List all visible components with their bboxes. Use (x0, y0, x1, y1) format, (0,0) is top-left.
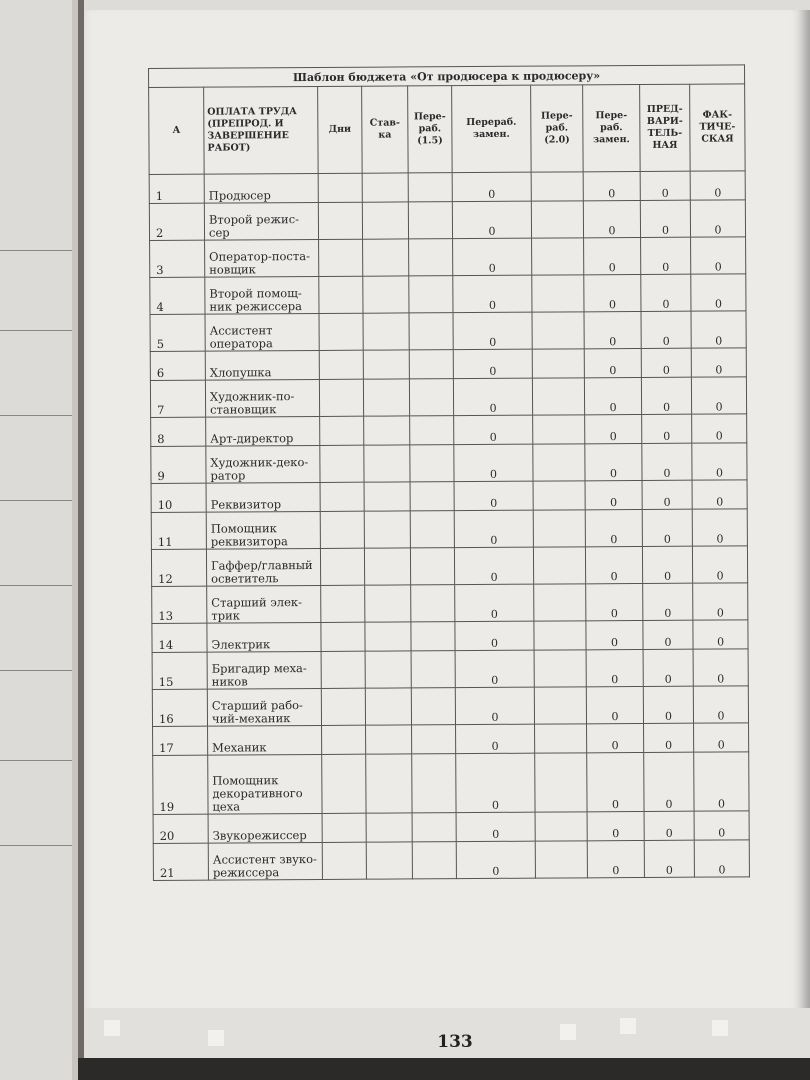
overtime-2-replacement-value: 0 (587, 840, 644, 877)
preliminary-value: 0 (644, 840, 694, 877)
overtime-replacement-value: 0 (453, 378, 532, 415)
days-cell (319, 276, 363, 313)
column-header: Пере-раб. замен. (583, 84, 641, 171)
decorative-square (104, 1020, 120, 1036)
actual-value: 0 (692, 414, 747, 443)
row-label: Реквизитор (206, 482, 320, 512)
days-cell (319, 239, 363, 276)
actual-value: 0 (693, 686, 748, 723)
row-label: Механик (208, 725, 322, 755)
row-number: 20 (153, 814, 208, 843)
rate-cell (363, 276, 409, 313)
actual-value: 0 (691, 348, 746, 377)
page-header-strip (84, 0, 810, 10)
overtime-2-replacement-value: 0 (584, 237, 641, 274)
overtime-1-5-cell (409, 239, 453, 276)
row-number: 16 (152, 689, 207, 726)
table-row (152, 583, 748, 624)
row-label: Ассистент оператора (205, 313, 319, 351)
overtime-replacement-value: 0 (454, 547, 533, 584)
actual-value: 0 (692, 546, 747, 583)
overtime-1-5-cell (412, 754, 456, 813)
overtime-1-5-cell (410, 445, 454, 482)
actual-value: 0 (693, 620, 748, 649)
overtime-1-5-cell (411, 585, 455, 622)
preliminary-value: 0 (643, 649, 693, 686)
overtime-replacement-value: 0 (453, 312, 532, 349)
preliminary-value: 0 (642, 509, 692, 546)
overtime-1-5-cell (409, 350, 453, 379)
row-number: 3 (150, 240, 205, 277)
overtime-1-5-cell (408, 202, 452, 239)
overtime-2-0-cell (533, 510, 585, 547)
overtime-replacement-value: 0 (454, 444, 533, 481)
actual-value: 0 (693, 649, 748, 686)
days-cell (319, 350, 363, 379)
row-number: 2 (149, 203, 204, 240)
facing-page (0, 0, 78, 1080)
preliminary-value: 0 (644, 752, 694, 811)
overtime-replacement-value: 0 (455, 687, 534, 724)
row-number: 15 (152, 652, 207, 689)
actual-value: 0 (694, 811, 749, 840)
row-label: Художник-по-становщик (205, 379, 319, 417)
overtime-2-0-cell (534, 584, 586, 621)
column-header: Перераб. замен. (452, 85, 532, 172)
row-label: Продюсер (204, 173, 318, 203)
row-number: 13 (152, 586, 207, 623)
rate-cell (365, 688, 411, 725)
budget-table (148, 64, 750, 881)
table-row (151, 546, 747, 587)
rate-cell (364, 548, 410, 585)
overtime-2-replacement-value: 0 (586, 649, 643, 686)
rate-cell (364, 482, 410, 511)
days-cell (320, 511, 364, 548)
overtime-2-replacement-value: 0 (585, 546, 642, 583)
overtime-2-0-cell (534, 650, 586, 687)
preliminary-value: 0 (642, 546, 692, 583)
days-cell (322, 842, 366, 879)
rate-cell (366, 813, 412, 842)
days-cell (321, 585, 365, 622)
preliminary-value: 0 (641, 348, 691, 377)
row-number: 12 (151, 549, 206, 586)
row-number: 10 (151, 483, 206, 512)
rate-cell (364, 445, 410, 482)
row-number: 6 (150, 351, 205, 380)
row-label: Арт-директор (206, 416, 320, 446)
row-label: Помощник реквизитора (206, 511, 320, 549)
overtime-2-replacement-value: 0 (587, 752, 644, 811)
column-header: A (149, 87, 205, 174)
overtime-1-5-cell (411, 622, 455, 651)
table-row (149, 200, 745, 241)
rate-cell (365, 622, 411, 651)
rate-cell (366, 842, 412, 879)
overtime-2-0-cell (532, 349, 584, 378)
table-row (152, 620, 748, 653)
days-cell (319, 313, 363, 350)
table-row (150, 274, 746, 315)
overtime-replacement-value: 0 (454, 510, 533, 547)
overtime-2-replacement-value: 0 (587, 723, 644, 752)
preliminary-value: 0 (640, 200, 690, 237)
table-row (153, 723, 749, 756)
overtime-2-0-cell (533, 547, 585, 584)
column-header: Пере-раб. (2.0) (531, 85, 584, 172)
preliminary-value: 0 (643, 620, 693, 649)
row-label: Ассистент звуко-режиссера (208, 842, 322, 880)
column-header: Став-ка (362, 86, 409, 173)
overtime-2-0-cell (535, 753, 587, 812)
table-row (149, 171, 745, 204)
overtime-replacement-value: 0 (453, 275, 532, 312)
days-cell (318, 202, 362, 239)
row-label: Помощник декоративного цеха (208, 754, 322, 814)
column-header: Пере-раб. (1.5) (408, 86, 453, 173)
overtime-2-0-cell (531, 201, 583, 238)
overtime-1-5-cell (410, 416, 454, 445)
overtime-2-replacement-value: 0 (583, 200, 640, 237)
actual-value: 0 (694, 752, 749, 811)
table-row (150, 237, 746, 278)
preliminary-value: 0 (643, 686, 693, 723)
preliminary-value: 0 (641, 274, 691, 311)
overtime-2-0-cell (532, 378, 584, 415)
overtime-replacement-value: 0 (452, 172, 531, 201)
overtime-2-0-cell (534, 687, 586, 724)
preliminary-value: 0 (642, 480, 692, 509)
overtime-2-0-cell (533, 444, 585, 481)
overtime-replacement-value: 0 (456, 724, 535, 753)
overtime-2-replacement-value: 0 (587, 811, 644, 840)
days-cell (320, 548, 364, 585)
row-label: Гаффер/главный осветитель (206, 548, 320, 586)
overtime-1-5-cell (410, 548, 454, 585)
page-shadow (78, 1058, 810, 1080)
row-number: 14 (152, 623, 207, 652)
actual-value: 0 (691, 377, 746, 414)
days-cell (321, 651, 365, 688)
preliminary-value: 0 (641, 311, 691, 348)
overtime-2-replacement-value: 0 (586, 686, 643, 723)
table-title: Шаблон бюджета «От продюсера к продюсеру» (149, 65, 745, 88)
overtime-replacement-value: 0 (456, 812, 535, 841)
actual-value: 0 (691, 237, 746, 274)
row-number: 1 (149, 174, 204, 203)
table-row (152, 686, 748, 727)
row-number: 19 (153, 755, 208, 814)
table-row (150, 377, 746, 418)
row-number: 8 (151, 417, 206, 446)
preliminary-value: 0 (642, 443, 692, 480)
overtime-2-0-cell (534, 621, 586, 650)
overtime-2-replacement-value: 0 (585, 509, 642, 546)
table-row (153, 752, 749, 815)
overtime-2-0-cell (533, 481, 585, 510)
row-label: Оператор-поста-новщик (205, 239, 319, 277)
decorative-square (560, 1024, 576, 1040)
overtime-2-replacement-value: 0 (586, 583, 643, 620)
row-label: Второй режис-сер (204, 202, 318, 240)
preliminary-value: 0 (643, 583, 693, 620)
days-cell (319, 379, 363, 416)
actual-value: 0 (691, 274, 746, 311)
rate-cell (364, 511, 410, 548)
overtime-replacement-value: 0 (455, 621, 534, 650)
row-label: Художник-деко-ратор (206, 445, 320, 483)
overtime-1-5-cell (410, 482, 454, 511)
row-label: Бригадир меха-ников (207, 651, 321, 689)
rate-cell (363, 350, 409, 379)
column-header: ОПЛАТА ТРУДА (ПРЕПРОД. И ЗАВЕРШЕНИЕ РАБОТ) (204, 86, 319, 174)
overtime-2-0-cell (531, 172, 583, 201)
preliminary-value: 0 (641, 237, 691, 274)
row-number: 11 (151, 512, 206, 549)
days-cell (322, 725, 366, 754)
overtime-2-0-cell (535, 812, 587, 841)
overtime-1-5-cell (409, 379, 453, 416)
decorative-square (208, 1030, 224, 1046)
table-row (151, 509, 747, 550)
rate-cell (366, 754, 412, 813)
table-row (150, 348, 746, 381)
days-cell (320, 445, 364, 482)
actual-value: 0 (692, 480, 747, 509)
overtime-2-0-cell (532, 312, 584, 349)
table-row (150, 311, 746, 352)
days-cell (320, 416, 364, 445)
actual-value: 0 (693, 583, 748, 620)
days-cell (322, 813, 366, 842)
rate-cell (363, 379, 409, 416)
preliminary-value: 0 (642, 414, 692, 443)
overtime-1-5-cell (412, 725, 456, 754)
preliminary-value: 0 (640, 171, 690, 200)
table-row (153, 811, 749, 844)
days-cell (318, 173, 362, 202)
overtime-replacement-value: 0 (454, 415, 533, 444)
decorative-square (620, 1018, 636, 1034)
overtime-2-replacement-value: 0 (585, 480, 642, 509)
overtime-2-replacement-value: 0 (585, 443, 642, 480)
page-number: 133 (437, 1032, 473, 1052)
overtime-1-5-cell (411, 651, 455, 688)
days-cell (320, 482, 364, 511)
overtime-2-replacement-value: 0 (584, 311, 641, 348)
days-cell (321, 688, 365, 725)
actual-value: 0 (694, 840, 749, 877)
overtime-1-5-cell (409, 276, 453, 313)
row-number: 4 (150, 277, 205, 314)
row-number: 9 (151, 446, 206, 483)
overtime-replacement-value: 0 (454, 481, 533, 510)
rate-cell (364, 416, 410, 445)
row-label: Старший элек-трик (207, 585, 321, 623)
overtime-replacement-value: 0 (453, 238, 532, 275)
actual-value: 0 (690, 200, 745, 237)
column-header: Дни (318, 86, 363, 173)
overtime-replacement-value: 0 (452, 201, 531, 238)
row-label: Звукорежиссер (208, 813, 322, 843)
overtime-2-replacement-value: 0 (583, 171, 640, 200)
days-cell (322, 754, 366, 813)
overtime-1-5-cell (412, 813, 456, 842)
overtime-2-replacement-value: 0 (584, 377, 641, 414)
row-number: 5 (150, 314, 205, 351)
row-number: 7 (150, 380, 205, 417)
actual-value: 0 (690, 171, 745, 200)
days-cell (321, 622, 365, 651)
overtime-replacement-value: 0 (453, 349, 532, 378)
rate-cell (366, 725, 412, 754)
overtime-1-5-cell (410, 511, 454, 548)
table-row (151, 443, 747, 484)
overtime-2-0-cell (532, 238, 584, 275)
overtime-replacement-value: 0 (456, 841, 535, 878)
row-label: Старший рабо-чий-механик (207, 688, 321, 726)
row-label: Второй помощ-ник режиссера (205, 276, 319, 314)
preliminary-value: 0 (644, 811, 694, 840)
overtime-2-0-cell (533, 415, 585, 444)
overtime-replacement-value: 0 (455, 584, 534, 621)
overtime-1-5-cell (408, 173, 452, 202)
rate-cell (363, 313, 409, 350)
table-row (153, 840, 749, 881)
table-row (151, 414, 747, 447)
rate-cell (365, 585, 411, 622)
row-label: Электрик (207, 622, 321, 652)
table-row (152, 649, 748, 690)
row-number: 17 (153, 726, 208, 755)
actual-value: 0 (691, 311, 746, 348)
overtime-2-replacement-value: 0 (584, 348, 641, 377)
overtime-2-0-cell (532, 275, 584, 312)
actual-value: 0 (692, 443, 747, 480)
overtime-2-replacement-value: 0 (585, 414, 642, 443)
rate-cell (362, 202, 408, 239)
overtime-replacement-value: 0 (455, 650, 534, 687)
table-row (151, 480, 747, 513)
row-number: 21 (153, 843, 208, 880)
column-header: ФАК-ТИЧЕ-СКАЯ (690, 84, 746, 171)
preliminary-value: 0 (641, 377, 691, 414)
decorative-square (712, 1020, 728, 1036)
column-header: ПРЕД-ВАРИ-ТЕЛЬ-НАЯ (640, 84, 691, 171)
row-label: Хлопушка (205, 350, 319, 380)
overtime-2-0-cell (535, 841, 587, 878)
rate-cell (363, 239, 409, 276)
rate-cell (365, 651, 411, 688)
preliminary-value: 0 (644, 723, 694, 752)
overtime-2-replacement-value: 0 (584, 274, 641, 311)
overtime-2-replacement-value: 0 (586, 620, 643, 649)
actual-value: 0 (694, 723, 749, 752)
overtime-1-5-cell (412, 842, 456, 879)
overtime-1-5-cell (411, 688, 455, 725)
rate-cell (362, 173, 408, 202)
overtime-2-0-cell (535, 724, 587, 753)
actual-value: 0 (692, 509, 747, 546)
overtime-replacement-value: 0 (456, 753, 535, 812)
overtime-1-5-cell (409, 313, 453, 350)
